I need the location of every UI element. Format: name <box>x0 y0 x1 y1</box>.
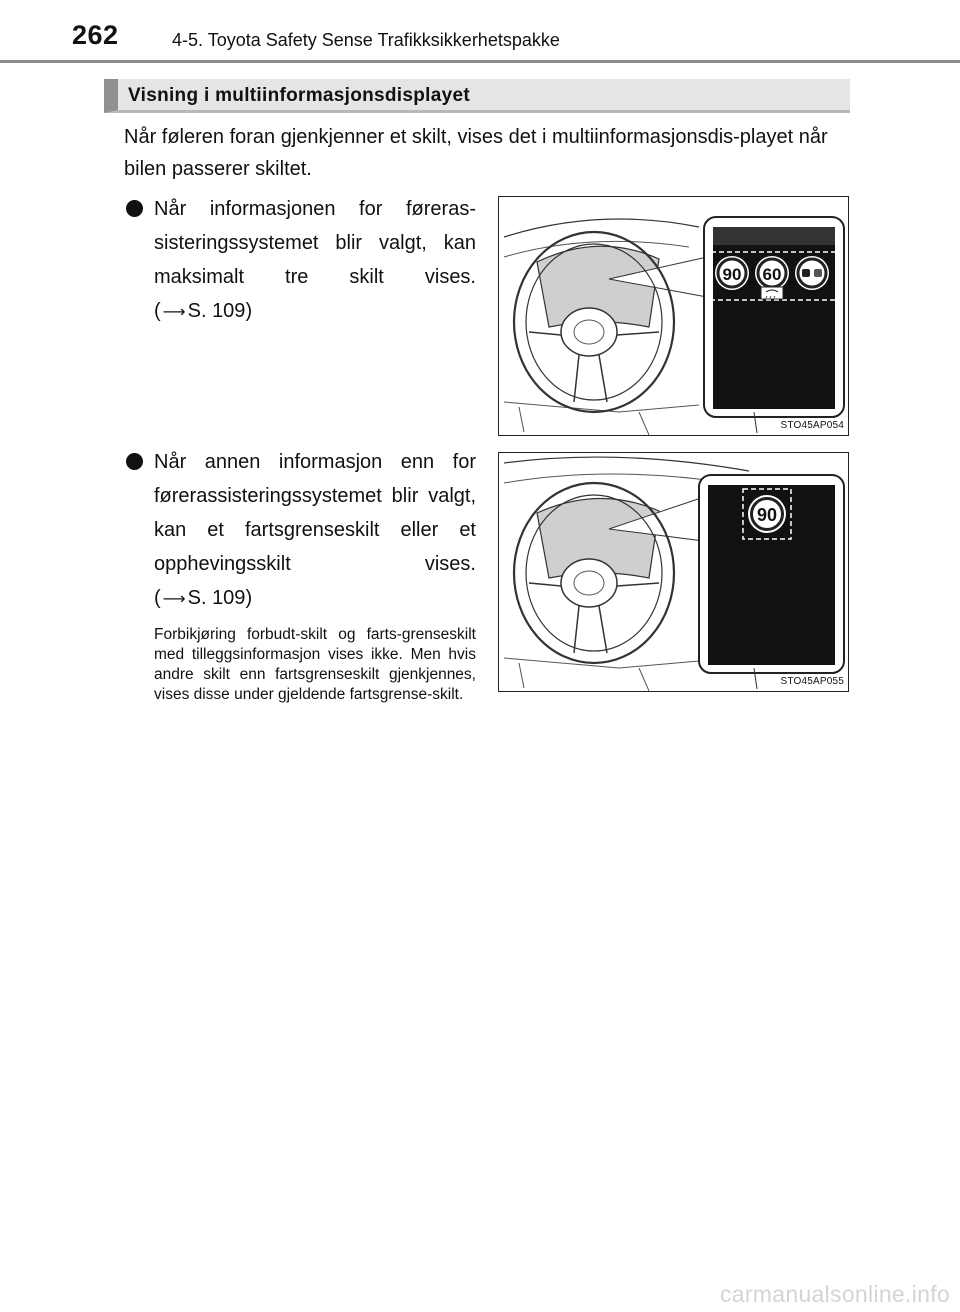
speed-sign-value: 90 <box>756 505 778 525</box>
dashboard-illustration <box>499 453 849 692</box>
bullet-item-1 <box>124 192 476 330</box>
running-head: 4-5. Toyota Safety Sense Trafikksikkerhetspakke <box>172 30 560 50</box>
bullet-dot-icon <box>126 453 143 470</box>
section-title: Visning i multiinformasjonsdisplayet <box>128 85 470 106</box>
no-overtaking-icon <box>795 256 829 290</box>
bullet-note: Forbikjøring forbudt-skilt og farts-grenseskilt med tilleggsinformasjon vises ikke. Men hvis andre skilt enn fartsgrenseskilt gjenkjennes, vises disse under gjeldende fartsgrense-skilt. <box>154 626 476 703</box>
intro-paragraph: Når føleren foran gjenkjenner et skilt, vises det i multiinformasjonsdis-playet når bilen passerer skiltet. <box>124 126 828 180</box>
page-reference-2[interactable]: ( ⟶ S. 109) <box>154 581 476 617</box>
figure-label-1: STO45AP054 <box>780 420 844 431</box>
figure-label-2: STO45AP055 <box>780 676 844 687</box>
bullet-text-1: Når informasjonen for føreras-sisteringssystemet blir valgt, kan maksimalt tre skilt vises. ( ⟶ S. 109) <box>154 192 476 330</box>
page-number: 262 <box>72 20 119 50</box>
arrow-right-icon: ⟶ <box>162 304 186 321</box>
section-heading-bar <box>104 79 850 113</box>
bullet-dot-icon <box>126 200 143 217</box>
figure-dashboard-three-signs <box>498 196 849 436</box>
bullet-text-2: Når annen informasjon enn for førerassisteringssystemet blir valgt, kan et fartsgrenseskilt eller et opphevingsskilt vises. ( ⟶ S. 109) <box>154 445 476 617</box>
watermark: carmanualsonline.info <box>719 1281 950 1307</box>
speed-sign-value-1: 90 <box>722 265 742 284</box>
figure-dashboard-one-sign <box>498 452 849 692</box>
rain-icon <box>761 287 783 299</box>
header-rule <box>0 60 960 63</box>
bullet-item-2 <box>124 445 476 705</box>
dashboard-illustration <box>499 197 849 436</box>
page-reference-1[interactable]: ( ⟶ S. 109) <box>154 294 476 330</box>
arrow-right-icon: ⟶ <box>162 591 186 608</box>
speed-sign-value-2: 60 <box>762 265 782 284</box>
